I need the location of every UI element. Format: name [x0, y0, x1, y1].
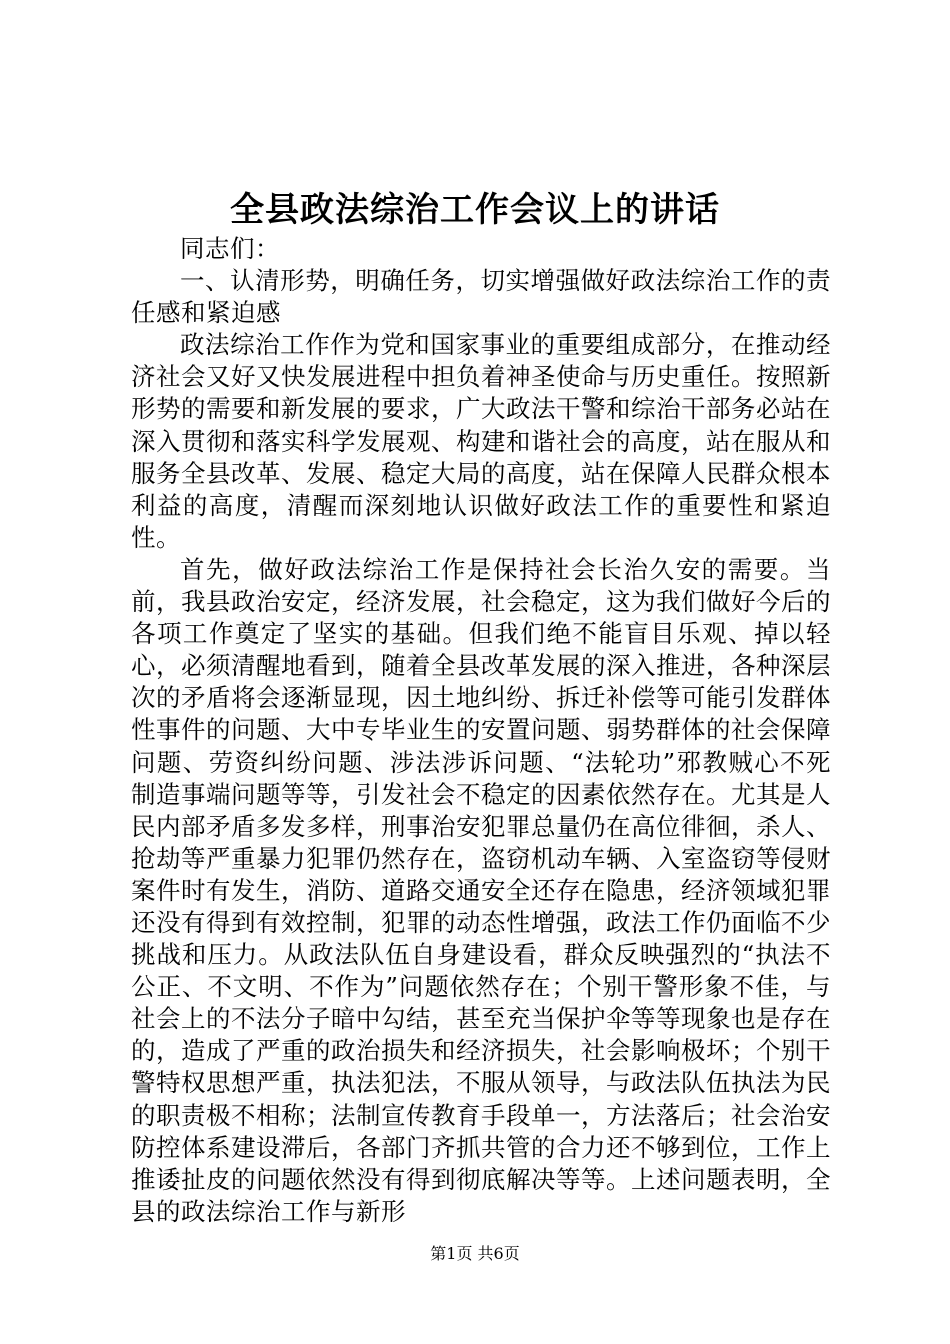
body-paragraph: 政法综治工作作为党和国家事业的重要组成部分，在推动经济社会又好又快发展进程中担负着神圣使命与历史重任。按照新形势的需要和新发展的要求，广大政法干警和综治干部务必站在深入贯彻和落实科学发展观、构建和谐社会的高度，站在服从和服务全县改革、发展、稳定大局的高度，站在保障人民群众根本利益的高度，清醒而深刻地认识做好政法工作的重要性和紧迫性。 — [131, 330, 831, 552]
body-paragraph: 首先，做好政法综治工作是保持社会长治久安的需要。当前，我县政治安定，经济发展，社会稳定，这为我们做好今后的各项工作奠定了坚实的基础。但我们绝不能盲目乐观、掉以轻心，必须清醒地看到，随着全县改革发展的深入推进，各种深层次的矛盾将会逐渐显现，因土地纠纷、拆迁补偿等可能引发群体性事件的问题、大中专毕业生的安置问题、弱势群体的社会保障问题、劳资纠纷问题、涉法涉诉问题、“法轮功”邪教贼心不死制造事端问题等等，引发社会不稳定的因素依然存在。尤其是人民内部矛盾多发多样，刑事治安犯罪总量仍在高位徘徊，杀人、抢劫等严重暴力犯罪仍然存在，盗窃机动车辆、入室盗窃等侵财案件时有发生，消防、道路交通安全还存在隐患，经济领域犯罪还没有得到有效控制，犯罪的动态性增强，政法工作仍面临不少挑战和压力。从政法队伍自身建设看，群众反映强烈的“执法不公正、不文明、不作为”问题依然存在；个别干警形象不佳，与社会上的不法分子暗中勾结，甚至充当保护伞等等现象也是存在的，造成了严重的政治损失和经济损失，社会影响极坏；个别干警特权思想严重，执法犯法，不服从领导，与政法队伍执法为民的职责极不相称；法制宣传教育手段单一，方法落后；社会治安防控体系建设滞后，各部门齐抓共管的合力还不够到位，工作上推诿扯皮的问题依然没有得到彻底解决等等。上述问题表明，全县的政法综治工作与新形 — [131, 554, 831, 1226]
page-footer: 第1页 共6页 — [430, 1244, 520, 1263]
document-title: 全县政法综治工作会议上的讲话 — [230, 190, 720, 230]
salutation-paragraph: 同志们： — [180, 234, 280, 263]
section-heading: 一、认清形势，明确任务，切实增强做好政法综治工作的责任感和紧迫感 — [131, 266, 831, 328]
document-body — [131, 233, 831, 1228]
